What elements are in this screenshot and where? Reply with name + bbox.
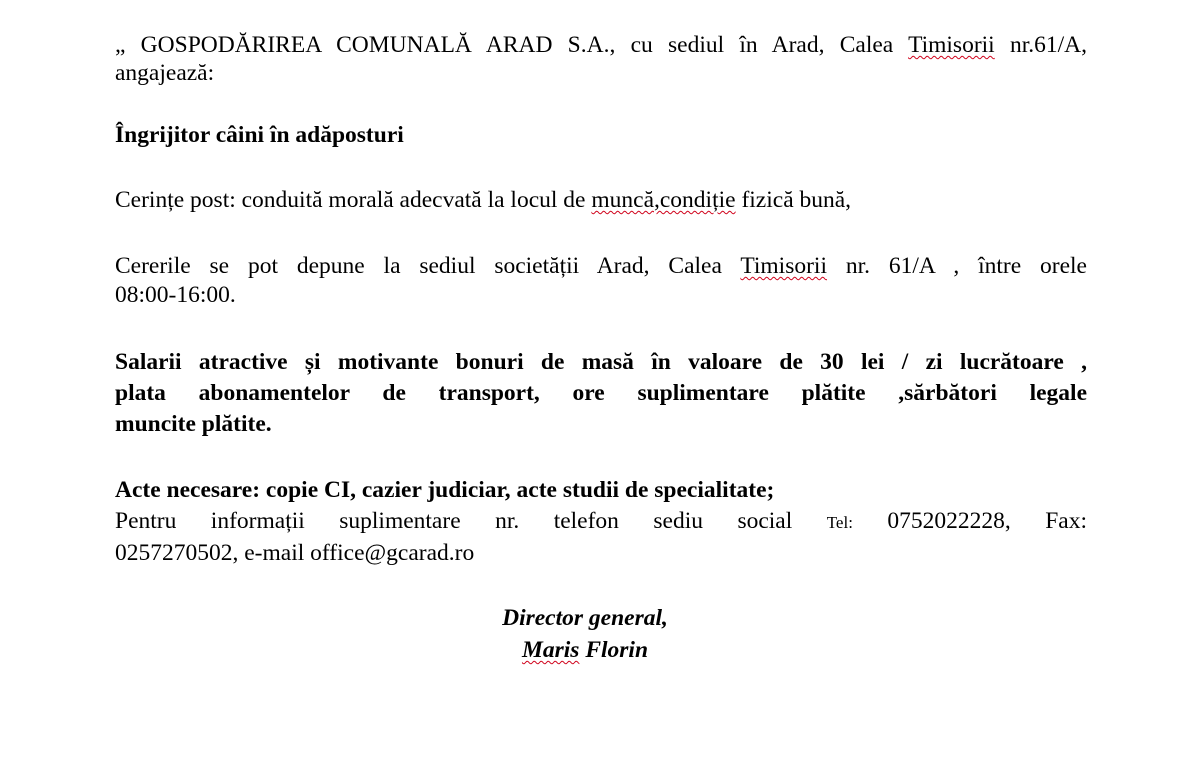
documents-required: Acte necesare: copie CI, cazier judiciar, acte studii de specialitate; [115,477,775,503]
tel-label: Tel: [826,513,853,532]
requirements-line [115,185,1087,215]
signature-name-rest: Florin [579,637,649,663]
contact-line-1 [115,506,1087,538]
benefits-line-1: Salarii atractive și motivante bonuri de masă în valoare de 30 lei / zi lucrătoare , [115,349,1087,375]
spellcheck-word-munca-conditie[interactable]: muncă,condiție [591,187,736,213]
spellcheck-word-timisorii-2[interactable]: Timisorii [740,253,827,279]
benefits-line-3: muncite plătite. [115,411,272,437]
contact-line-2: 0257270502, e-mail office@gcarad.ro [115,540,475,566]
intro-line-2: angajează: [115,60,215,86]
job-title-heading: Îngrijitor câini în adăposturi [115,122,404,148]
intro-text-end: nr.61/A, [994,32,1087,58]
benefits-line-2: plata abonamentelor de transport, ore suplimentare plătite ,sărbători legale [115,380,1087,406]
applications-line-1 [115,251,1087,281]
requirements-text: Cerințe post: conduită morală adecvată la locul de [115,187,592,213]
intro-text: „ GOSPODĂRIREA COMUNALĂ ARAD S.A., cu sediul în Arad, Calea [115,32,909,58]
contact-text: Pentru informații suplimentare nr. telefon sediu social [115,508,827,534]
applications-text: Cererile se pot depune la sediul societății Arad, Calea [115,253,741,279]
signature-title: Director general, [502,605,668,631]
applications-line-2: 08:00-16:00. [115,282,236,308]
contact-phone-fax: 0752022228, Fax: [852,508,1088,534]
spellcheck-word-timisorii[interactable]: Timisorii [908,32,995,58]
intro-line-1 [115,30,1087,60]
applications-text-end: nr. 61/A , între orele [826,253,1087,279]
requirements-text-end: fizică bună, [735,187,852,213]
signature-name [0,635,1170,665]
spellcheck-word-maris[interactable]: Maris [521,637,580,663]
